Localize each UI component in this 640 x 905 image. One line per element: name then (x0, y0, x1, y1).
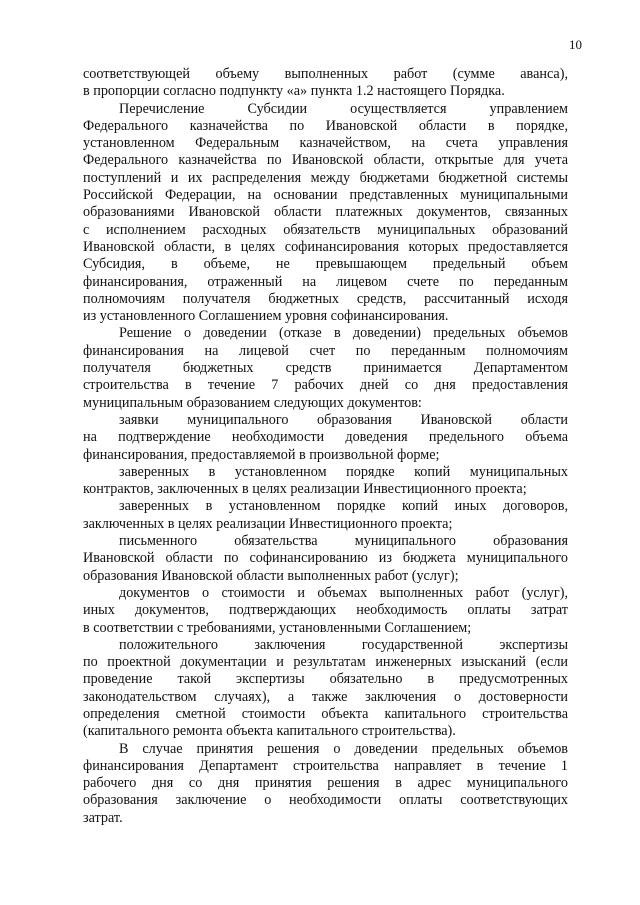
text-line: письменного обязательства муниципального образования (119, 533, 568, 550)
text-line: из установленного Соглашением уровня софинансирования. (83, 308, 449, 325)
text-line: в пропорции согласно подпункту «а» пункта 1.2 настоящего Порядка. (83, 83, 505, 100)
text-line: заключенных в целях реализации Инвестиционного проекта; (83, 515, 453, 532)
text-line: поступлений и их распределения между бюджетами бюджетной системы (83, 169, 568, 186)
text-line: (капитального ремонта объекта капитального строительства). (83, 723, 456, 740)
text-line: финансирования, отраженный на лицевом счете по переданным (83, 273, 568, 290)
text-line: заверенных в установленном порядке копий иных договоров, (119, 498, 568, 515)
text-line: Российской Федерации, на основании представленных муниципальными (83, 187, 568, 204)
text-line: Ивановской области, в целях софинансирования которых предоставляется (83, 238, 568, 255)
page-number: 10 (569, 37, 582, 52)
text-line: с исполнением расходных обязательств муниципальных образований (83, 221, 568, 238)
text-line: полномочиям получателя бюджетных средств, рассчитанный исходя (83, 290, 568, 307)
text-line: получателя бюджетных средств принимается Департаментом (83, 360, 568, 377)
text-line: муниципальным образованием следующих документов: (83, 394, 422, 411)
text-line: Федерального казначейства по Ивановской области, открытые для учета (83, 152, 568, 169)
text-line: иных документов, подтверждающих необходимость оплаты затрат (83, 602, 568, 619)
text-line: проведение такой экспертизы обязательно в предусмотренных (83, 671, 568, 688)
text-line: финансирования, предоставляемой в произвольной форме; (83, 446, 440, 463)
text-line: определения сметной стоимости объекта капитального строительства (83, 705, 568, 722)
text-line: установленном Федеральным казначейством, на счета управления (83, 135, 568, 152)
text-line: финансирования на лицевой счет по переданным полномочиям (83, 342, 568, 359)
text-line: рабочего дня со дня принятия решения в адрес муниципального (83, 775, 568, 792)
text-line: Перечисление Субсидии осуществляется управлением (119, 100, 568, 117)
text-line: заверенных в установленном порядке копий муниципальных (119, 463, 568, 480)
text-line: контрактов, заключенных в целях реализации Инвестиционного проекта; (83, 481, 527, 498)
document-body (83, 66, 568, 827)
text-line: положительного заключения государственной экспертизы (119, 636, 568, 653)
text-line: образования Ивановской области выполненных работ (услуг); (83, 567, 459, 584)
text-line: в соответствии с требованиями, установленными Соглашением; (83, 619, 472, 636)
text-line: финансирования Департамент строительства направляет в течение 1 (83, 757, 568, 774)
text-line: Решение о доведении (отказе в доведении) предельных объемов (119, 325, 568, 342)
text-line: образованиями Ивановской области платежных документов, связанных (83, 204, 568, 221)
text-line: Федерального казначейства по Ивановской области в порядке, (83, 117, 568, 134)
text-line: заявки муниципального образования Ивановской области (119, 411, 568, 428)
text-line: затрат. (83, 809, 123, 826)
text-line: по проектной документации и результатам инженерных изысканий (если (83, 654, 568, 671)
text-line: на подтверждение необходимости доведения предельного объема (83, 429, 568, 446)
text-line: Ивановской области по софинансированию из бюджета муниципального (83, 550, 568, 567)
text-line: В случае принятия решения о доведении предельных объемов (119, 740, 568, 757)
text-line: соответствующей объему выполненных работ (сумме аванса), (83, 66, 568, 82)
text-line: документов о стоимости и объемах выполненных работ (услуг), (119, 584, 568, 601)
text-line: законодательством случаях), а также заключения о достоверности (83, 688, 568, 705)
text-line: Субсидия, в объеме, не превышающем предельный объем (83, 256, 568, 273)
text-line: строительства в течение 7 рабочих дней со дня предоставления (83, 377, 568, 394)
text-line: образования заключение о необходимости оплаты соответствующих (83, 792, 568, 809)
